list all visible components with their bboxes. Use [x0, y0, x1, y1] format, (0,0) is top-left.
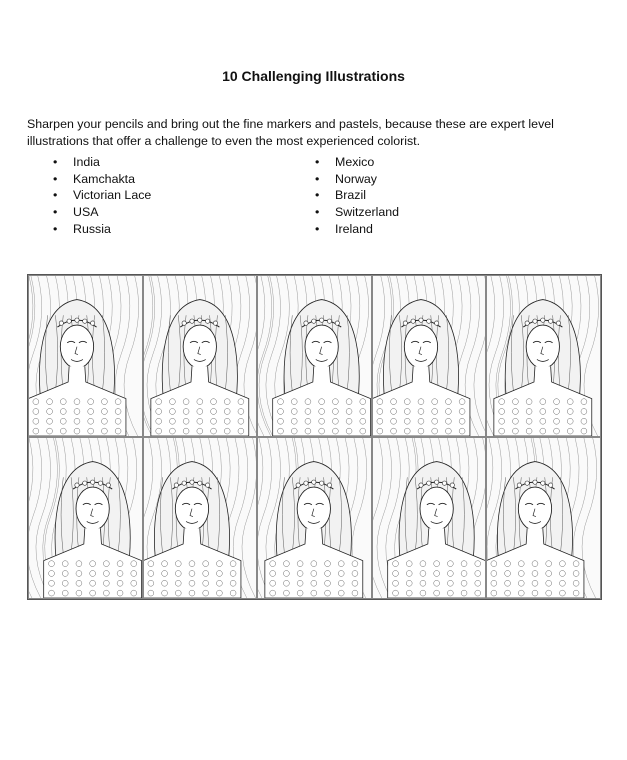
illustration-india — [28, 275, 143, 437]
illustration-ireland — [486, 437, 601, 599]
illustration-kamchakta — [143, 275, 258, 437]
illustration-russia — [486, 275, 601, 437]
illustration-usa — [372, 275, 487, 437]
list-item: • Norway — [315, 171, 399, 188]
list-item: • Brazil — [315, 187, 399, 204]
page-title: 10 Challenging Illustrations — [222, 68, 405, 84]
list-item: • Ireland — [315, 221, 399, 238]
list-item: • USA — [53, 204, 151, 221]
list-item: • Mexico — [315, 154, 399, 171]
illustration-brazil — [257, 437, 372, 599]
intro-paragraph: Sharpen your pencils and bring out the fine markers and pastels, because these are expert level illustrations that offer a challenge to even the most experienced colorist. — [27, 117, 554, 149]
list-item: • Victorian Lace — [53, 187, 151, 204]
list-item: • Switzerland — [315, 204, 399, 221]
list-item: • India — [53, 154, 151, 171]
illustration-preview-grid — [27, 274, 602, 600]
illustration-norway — [143, 437, 258, 599]
illustration-victorian-lace — [257, 275, 372, 437]
list-item: • Kamchakta — [53, 171, 151, 188]
illustration-mexico — [28, 437, 143, 599]
illustration-switzerland — [372, 437, 487, 599]
list-item: • Russia — [53, 221, 151, 238]
illustration-list-right — [315, 154, 399, 238]
illustration-list-left — [53, 154, 151, 238]
